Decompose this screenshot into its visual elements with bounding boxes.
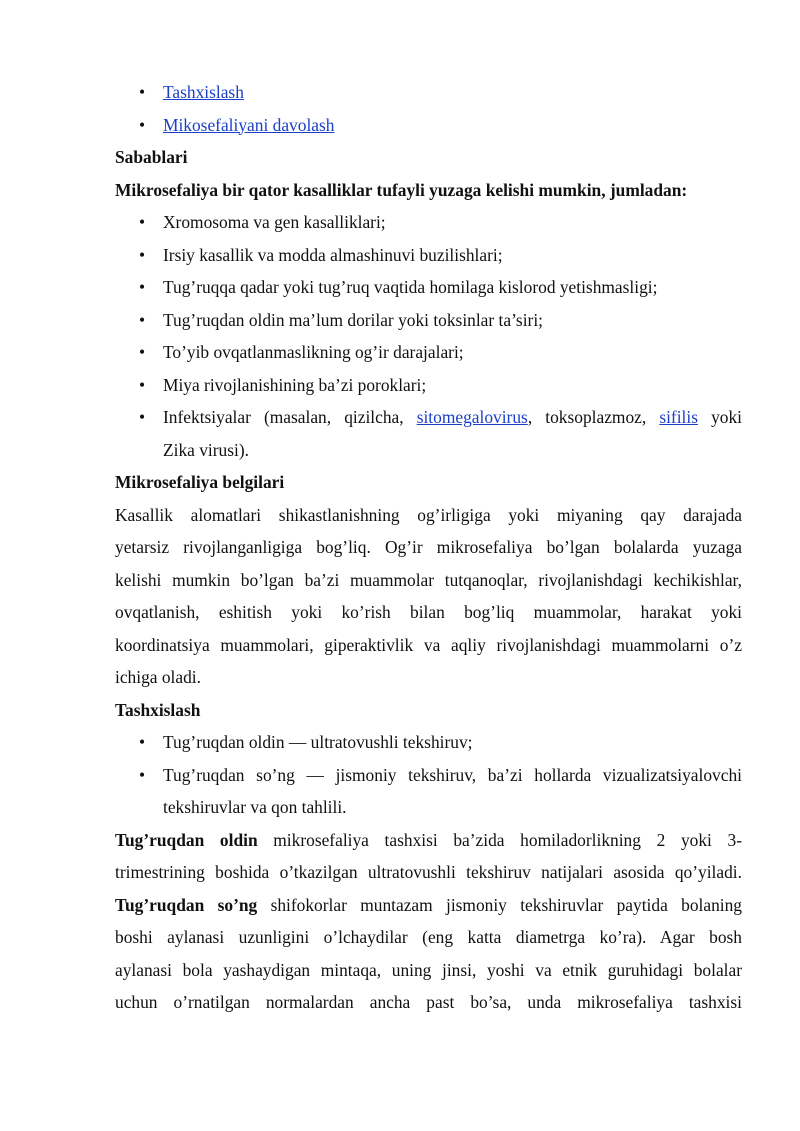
document-page bbox=[115, 76, 742, 1019]
link-sitomegalovirus[interactable]: sitomegalovirus bbox=[416, 407, 528, 427]
list-item-text: Tug’ruqdan so’ng — jismoniy tekshiruv, ba’zi hollarda vizualizatsiyalovchi bbox=[163, 764, 742, 785]
section-heading-diagnosis: Tashxislash bbox=[115, 699, 201, 720]
bold-lead: Tug’ruqdan oldin bbox=[115, 829, 258, 850]
paragraph-line bbox=[115, 824, 742, 857]
signs-line: yetarsiz rivojlanganligiga bog’liq. Og’ir mikrosefaliya bo’lgan bolalarda yuzaga bbox=[115, 537, 742, 557]
toc-link-tashxislash[interactable]: Tashxislash bbox=[163, 82, 244, 102]
list-item bbox=[115, 206, 742, 239]
infections-text-3: yoki bbox=[697, 407, 742, 427]
list-item-text: To’yib ovqatlanmaslikning og’ir darajalari; bbox=[163, 342, 464, 362]
toc-link-davolash[interactable]: Mikosefaliyani davolash bbox=[163, 114, 335, 135]
bullet-icon: • bbox=[139, 342, 146, 362]
list-item-continuation: tekshiruvlar va qon tahlili. bbox=[163, 797, 347, 817]
list-item bbox=[115, 759, 742, 792]
bullet-icon: • bbox=[139, 114, 146, 135]
paragraph-text: shifokorlar muntazam jismoniy tekshiruvlar paytida bolaning bbox=[257, 894, 743, 915]
list-item-text: Tug’ruqqa qadar yoki tug’ruq vaqtida homilaga kislorod yetishmasligi; bbox=[163, 277, 658, 297]
signs-line: koordinatsiya muammolari, giperaktivlik va aqliy rivojlanishdagi muammolarni o’z bbox=[115, 634, 742, 655]
bullet-icon: • bbox=[139, 374, 146, 395]
paragraph-line: aylanasi bola yashaydigan mintaqa, uning jinsi, yoshi va etnik guruhidagi bolalar bbox=[115, 959, 742, 980]
list-item bbox=[115, 369, 742, 402]
bullet-icon: • bbox=[139, 732, 146, 752]
section-heading-causes: Sabablari bbox=[115, 147, 188, 167]
signs-line: ovqatlanish, eshitish yoki ko’rish bilan bog’liq muammolar, harakat yoki bbox=[115, 602, 742, 622]
list-item-text: Miya rivojlanishining ba’zi poroklari; bbox=[163, 374, 427, 395]
paragraph-line: trimestrining boshida o’tkazilgan ultratovushli tekshiruv natijalari asosida qo’yiladi. bbox=[115, 862, 742, 882]
bullet-icon: • bbox=[139, 212, 146, 232]
link-sifilis[interactable]: sifilis bbox=[659, 407, 698, 427]
bullet-icon: • bbox=[139, 764, 146, 785]
paragraph-line: boshi aylanasi uzunligini o’lchaydilar (eng katta diametrga ko’ra). Agar bosh bbox=[115, 927, 742, 947]
list-item bbox=[115, 336, 742, 369]
list-item-infections bbox=[115, 401, 742, 434]
bullet-icon: • bbox=[139, 309, 146, 330]
list-item bbox=[115, 304, 742, 337]
toc-item[interactable] bbox=[115, 76, 742, 109]
bullet-icon: • bbox=[139, 407, 146, 427]
list-item bbox=[115, 726, 742, 759]
signs-line: Kasallik alomatlari shikastlanishning og’irligiga yoki miyaning qay darajada bbox=[115, 504, 742, 525]
toc-item[interactable] bbox=[115, 109, 742, 142]
infections-line bbox=[163, 401, 742, 434]
list-item-text: Xromosoma va gen kasalliklari; bbox=[163, 212, 386, 232]
infections-text-1: Infektsiyalar (masalan, qizilcha, bbox=[163, 407, 417, 427]
causes-intro: Mikrosefaliya bir qator kasalliklar tufayli yuzaga kelishi mumkin, jumladan: bbox=[115, 179, 688, 200]
infections-continuation: Zika virusi). bbox=[163, 439, 249, 460]
bullet-icon: • bbox=[139, 277, 146, 297]
signs-line: kelishi mumkin bo’lgan ba’zi muammolar tutqanoqlar, rivojlanishdagi kechikishlar, bbox=[115, 569, 742, 590]
list-item bbox=[115, 239, 742, 272]
section-heading-signs: Mikrosefaliya belgilari bbox=[115, 472, 285, 492]
paragraph-text: mikrosefaliya tashxisi ba’zida homiladorlikning 2 yoki 3- bbox=[257, 829, 743, 850]
bold-lead: Tug’ruqdan so’ng bbox=[115, 894, 258, 915]
bullet-icon: • bbox=[139, 244, 146, 265]
paragraph-line bbox=[115, 889, 742, 922]
bullet-icon: • bbox=[139, 82, 146, 102]
signs-line: ichiga oladi. bbox=[115, 667, 201, 687]
list-item bbox=[115, 271, 742, 304]
list-item-text: Irsiy kasallik va modda almashinuvi buzilishlari; bbox=[163, 244, 503, 265]
list-item-text: Tug’ruqdan oldin — ultratovushli tekshiruv; bbox=[163, 732, 473, 752]
list-item-text: Tug’ruqdan oldin ma’lum dorilar yoki toksinlar ta’siri; bbox=[163, 309, 543, 330]
infections-text-2: , toksoplazmoz, bbox=[527, 407, 660, 427]
paragraph-line: uchun o’rnatilgan normalardan ancha past bo’sa, unda mikrosefaliya tashxisi bbox=[115, 992, 742, 1012]
